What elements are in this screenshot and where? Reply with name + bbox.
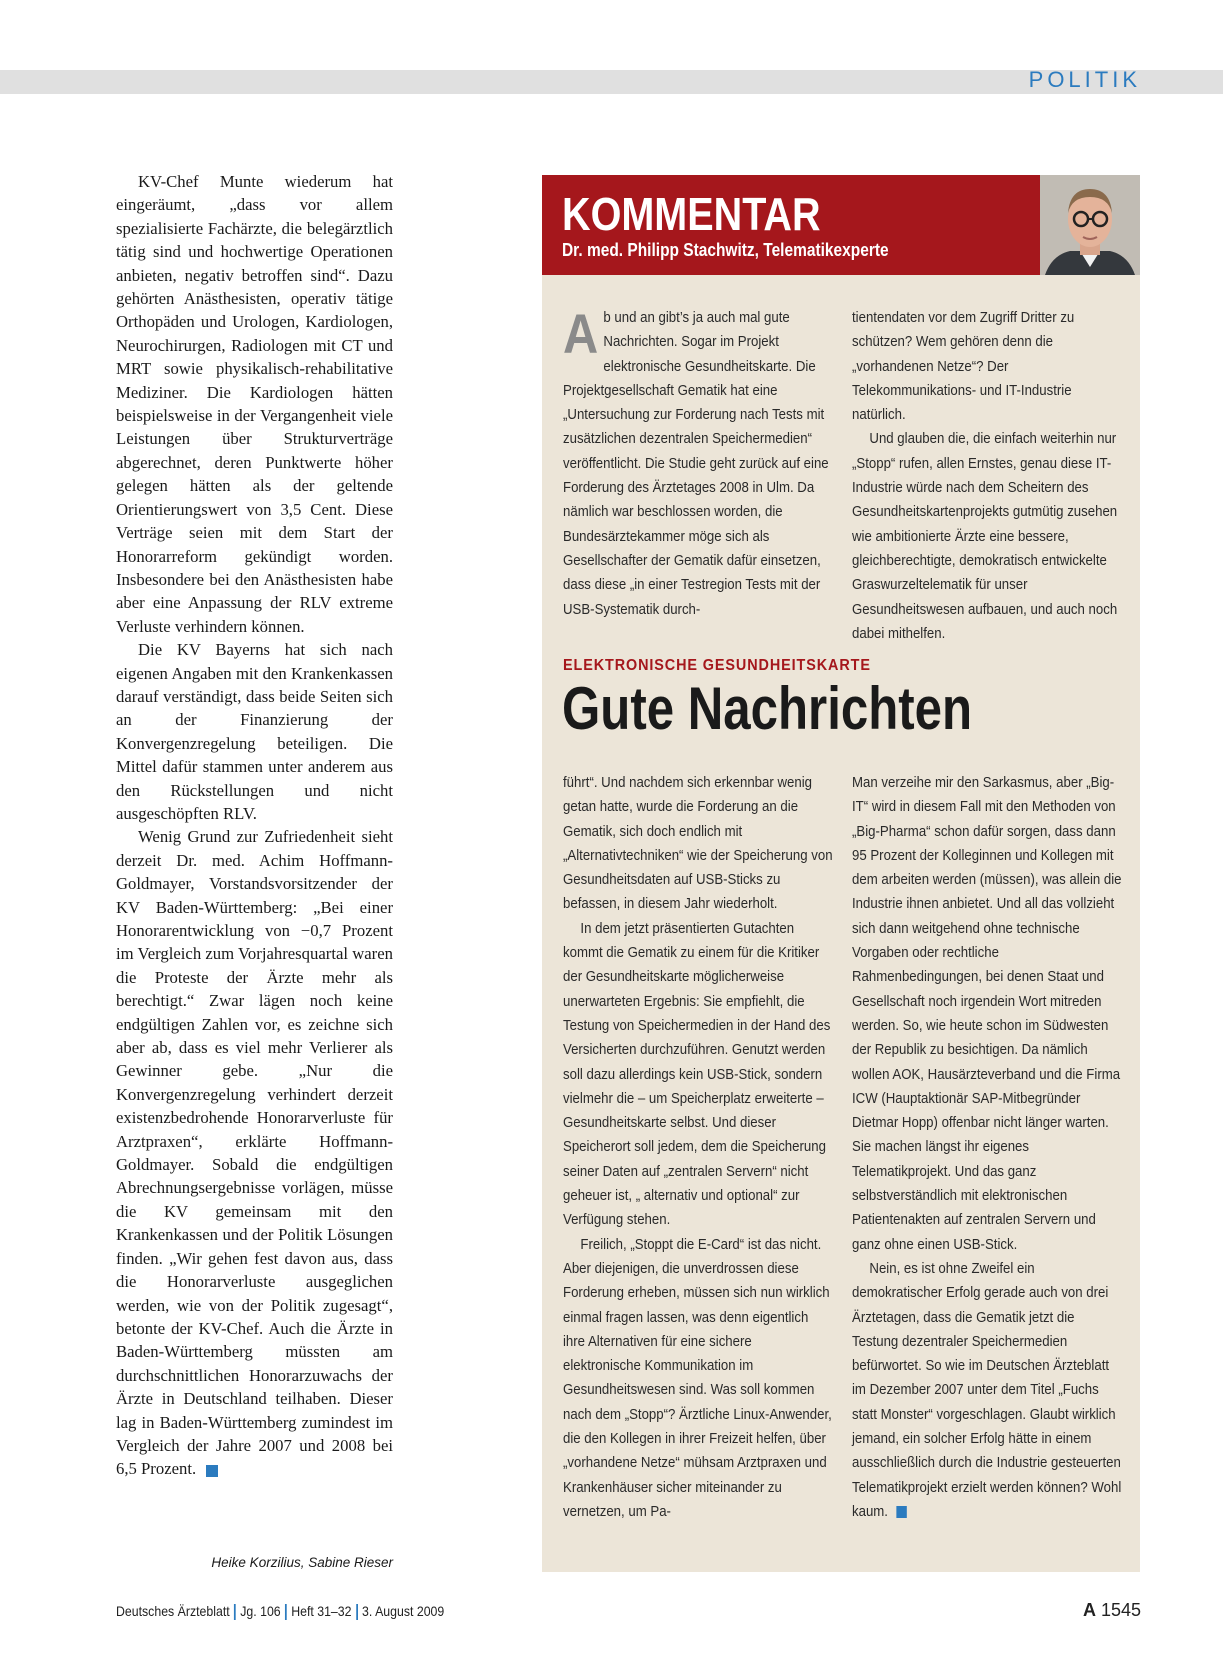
paragraph: KV-Chef Munte wiederum hat eingeräumt, „dass vor allem spezialisierte Fachärzte, die belegärztlich tätig sind und hochwertige Operationen anbieten, negativ betroffen sind“. Dazu gehörten Anästhesisten, operativ tätige Orthopäden und Urologen, Kardiologen, Neurochirurgen, Radiologen mit CT und MRT sowie physikalisch-rehabilitative Mediziner. Die Kardiologen hätten beispielsweise in der Vergangenheit viele Leistungen über Strukturverträge abgerechnet, deren Punktwerte höher gelegen hätten als der geltende Orientierungswert von 3,5 Cent. Diese Verträge seien mit dem Start der Honorarreform gekündigt worden. Insbesondere bei den Anästhesisten habe aber eine Anpassung der RLV extreme Verluste verhindern können.: [116, 172, 393, 636]
author-photo: [1040, 175, 1140, 275]
paragraph: [116, 825, 393, 1480]
issue-date: 3. August 2009: [362, 1603, 445, 1619]
paragraph: [563, 302, 833, 622]
footer: [116, 1603, 444, 1620]
paragraph: Und glauben die, die einfach weiterhin nur „Stopp“ rufen, allen Ernstes, genau diese IT-Industrie würde nach dem Scheitern des Gesundheitskartenprojekts gutmütig zusehen wie ambitionierte Ärzte eine bessere, gleichberechtigte, demokratisch entwickelte Graswurzeltelematik für unser Gesundheitswesen aufbauen, und auch noch dabei mithelfen.: [852, 430, 1118, 642]
journal-name: Deutsches Ärzteblatt: [116, 1603, 230, 1619]
page-prefix: A: [1082, 1600, 1096, 1620]
separator: [356, 1604, 358, 1620]
kommentar-author: Dr. med. Philipp Stachwitz, Telematikexperte: [562, 240, 889, 260]
author-portrait-icon: [1040, 175, 1140, 275]
separator: [234, 1604, 236, 1620]
left-article: [116, 170, 393, 1481]
kommentar-column-2: [852, 306, 1122, 646]
paragraph-text: b und an gibt’s ja auch mal gute Nachrichten. Sogar im Projekt elektronische Gesundheitskarte. Die Projektgesellschaft Gematik hat eine „Untersuchung zur Forderung nach Tests mit zusätzlichen dezentralen Speichermedien“ veröffentlicht. Die Studie geht zurück auf eine Forderung des Ärztetages 2008 in Ulm. Da nämlich war beschlossen worden, die Bundesärztekammer möge sich als Gesellschafter der Gematik dafür einsetzen, dass diese „in einer Testregion Tests mit der USB-Systematik durch-: [563, 309, 829, 618]
article-authors: Heike Korzilius, Sabine Rieser: [211, 1555, 393, 1570]
section-label: POLITIK: [1028, 67, 1141, 92]
issue: Heft 31–32: [291, 1603, 352, 1619]
headline: Gute Nachrichten: [562, 675, 973, 742]
paragraph: In dem jetzt präsentierten Gutachten kommt die Gematik zu einem für die Kritiker der Gesundheitskarte möglicherweise unerwarteten Ergebnis: Sie empfiehlt, die Testung von Speichermedien in der Hand des Versicherten durchzuführen. Genutzt werden soll dazu allerdings kein USB-Stick, sondern vielmehr die – um Speicherplatz erweiterte – Gesundheitskarte selbst. Und dieser Speicherort soll jedem, dem die Speicherung seiner Daten auf „zentralen Servern“ nicht geheuer ist, „ alternativ und optional“ zur Verfügung stehen.: [563, 919, 831, 1229]
paragraph: [852, 1257, 1122, 1524]
kommentar-column-3: [563, 771, 833, 1524]
end-mark-icon: [897, 1506, 907, 1518]
drop-cap: A: [563, 302, 599, 365]
paragraph: führt“. Und nachdem sich erkennbar wenig getan hatte, wurde die Forderung an die Gematik, sich doch endlich mit „Alternativtechniken“ wie der Speicherung von Gesundheitsdaten auf USB-Sticks zu befassen, in diesem Jahr wiederholt.: [563, 774, 833, 913]
kommentar-title: KOMMENTAR: [562, 188, 821, 240]
volume: Jg. 106: [240, 1603, 281, 1619]
end-mark-icon: [206, 1465, 218, 1477]
kommentar-column-1: [563, 302, 833, 622]
paragraph-text: Wenig Grund zur Zufriedenheit sieht derzeit Dr. med. Achim Hoffmann-Goldmayer, Vorstandsvorsitzender der KV Baden-Württemberg: „Bei einer Honorarentwicklung von −0,7 Prozent im Vergleich zum Vorjahresquartal waren die Proteste der Ärzte mehr als berechtigt.“ Zwar lägen noch keine endgültigen Zahlen vor, es zeichne sich aber ab, dass es viel mehr Verlierer als Gewinner gebe. „Nur die Konvergenzregelung verhindert derzeit existenzbedrohende Honorarverluste für Arztpraxen“, erklärte Hoffmann-Goldmayer. Sobald die endgültigen Abrechnungsergebnisse vorlägen, müsse die KV gemeinsam mit den Krankenkassen und der Politik Lösungen finden. „Wir gehen fest davon aus, dass die Honorarverluste ausgeglichen werden, wie von der Politik zugesagt“, betonte der KV-Chef. Auch die Ärzte in Baden-Württemberg müssten am durchschnittlichen Honorarzuwachs der Ärzte in Deutschland teilhaben. Dieser lag in Baden-Württemberg zumindest im Vergleich der Jahre 2007 und 2008 bei 6,5 Prozent.: [116, 827, 393, 1479]
kommentar-column-4: [852, 771, 1122, 1524]
paragraph: Die KV Bayerns hat sich nach eigenen Angaben mit den Krankenkassen darauf verständigt, dass beide Seiten sich an der Finanzierung der Konvergenzregelung beteiligen. Die Mittel dafür stammen unter anderem aus den Rückstellungen und nicht ausgeschöpften RLV.: [116, 640, 393, 823]
page-number: [1083, 1600, 1141, 1621]
paragraph: tientendaten vor dem Zugriff Dritter zu schützen? Wem gehören denn die „vorhandenen Netze“? Der Telekommunikations- und IT-Industrie natürlich.: [852, 309, 1075, 424]
page-number-value: 1545: [1100, 1600, 1141, 1620]
kicker: ELEKTRONISCHE GESUNDHEITSKARTE: [563, 657, 871, 674]
separator: [285, 1604, 287, 1620]
paragraph: Man verzeihe mir den Sarkasmus, aber „Big-IT“ wird in diesem Fall mit den Methoden von „Big-Pharma“ schon dafür sorgen, dass dann 95 Prozent der Kolleginnen und Kollegen mit dem arbeiten werden (müssen), was allein die Industrie ihnen anbietet. Und all das vollzieht sich dann weitgehend ohne technische Vorgaben oder rechtliche Rahmenbedingungen, bei denen Staat und Gesellschaft noch irgendein Wort mitreden werden. So, wie heute schon im Südwesten der Republik zu besichtigen. Da nämlich wollen AOK, Hausärzteverband und die Firma ICW (Hauptaktionär SAP-Mitbegründer Dietmar Hopp) offenbar nicht länger warten. Sie machen längst ihr eigenes Telematikprojekt. Und das ganz selbstverständlich mit elektronischen Patientenakten auf zentralen Servern und ganz ohne einen USB-Stick.: [852, 774, 1122, 1253]
paragraph-text: Nein, es ist ohne Zweifel ein demokratischer Erfolg gerade auch von drei Ärztetagen, dass die Gematik jetzt die Testung dezentraler Speichermedien befürwortet. So wie im Deutschen Ärzteblatt im Dezember 2007 unter dem Titel „Fuchs statt Monster“ vorgeschlagen. Glaubt wirklich jemand, ein solcher Erfolg hätte in einem ausschließlich durch die Industrie gesteuerten Telematikprojekt erzielt werden können? Wohl kaum.: [852, 1259, 1122, 1520]
paragraph: Freilich, „Stoppt die E-Card“ ist das nicht. Aber diejenigen, die unverdrossen diese Forderung erheben, müssen sich nun wirklich einmal fragen lassen, was denn eigentlich ihre Alternativen für eine sichere elektronische Kommunikation im Gesundheitswesen sind. Was soll kommen nach dem „Stopp“? Ärztliche Linux-Anwender, die den Kollegen in ihrer Freizeit helfen, über „vorhandene Netze“ mühsam Arztpraxen und Krankenhäuser sicher miteinander zu vernetzen, um Pa-: [563, 1235, 832, 1520]
